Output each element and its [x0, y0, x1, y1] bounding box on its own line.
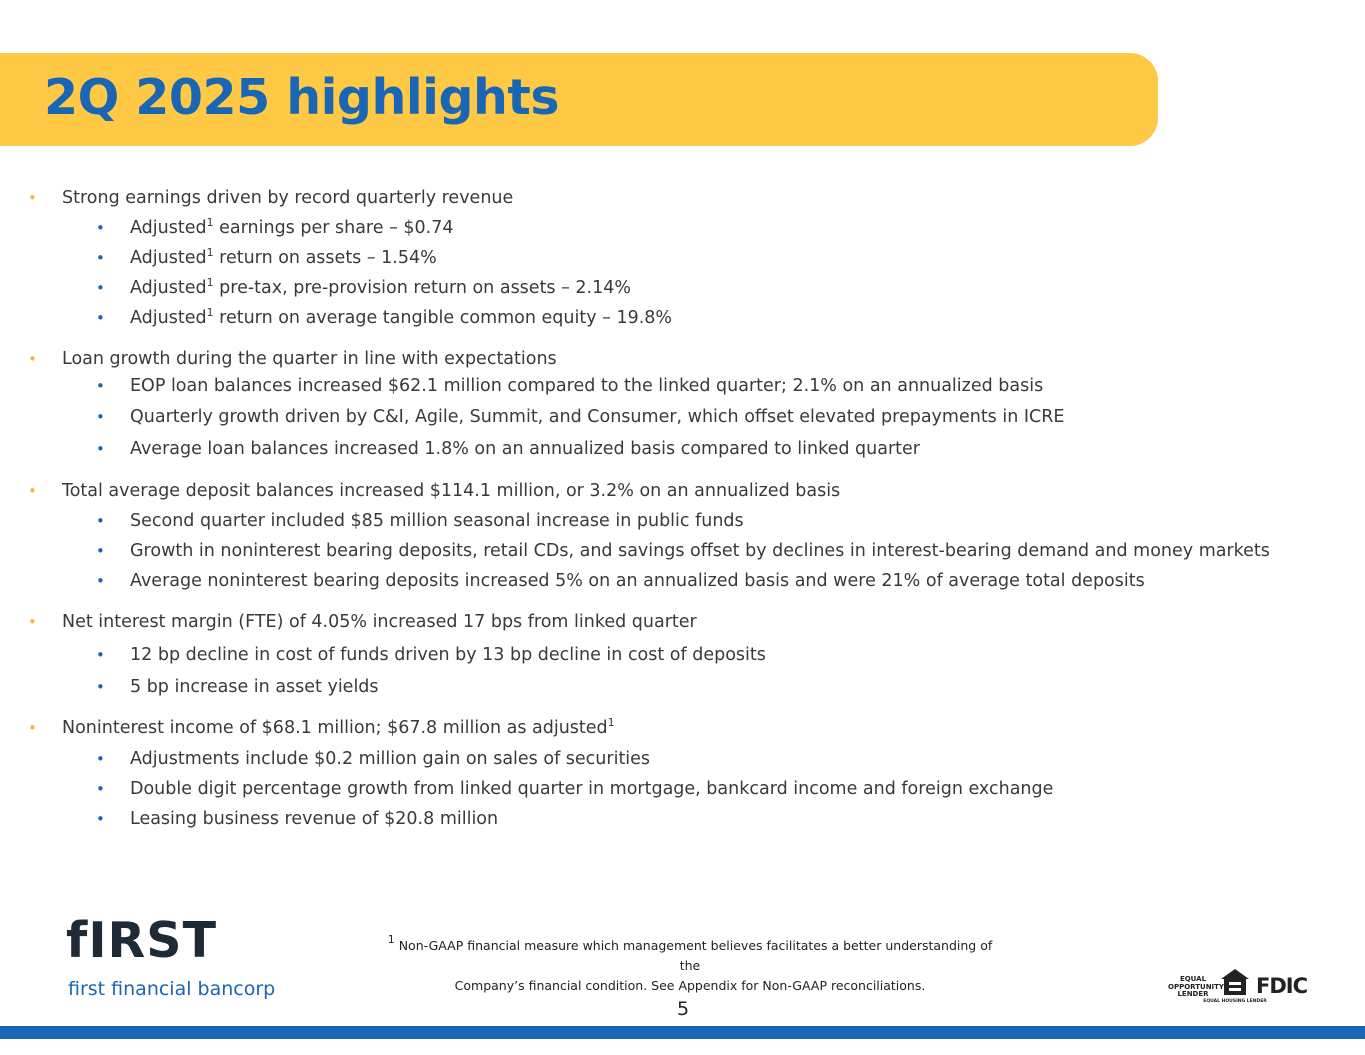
bullet-dot: • [28, 482, 37, 500]
bullet-dot: • [96, 646, 105, 664]
sub-bullet: • Second quarter included $85 million seasonal increase in public funds [96, 511, 744, 531]
bullet-dot: • [96, 750, 105, 768]
bullet-dot: • [28, 350, 37, 368]
sub-bullet: • Growth in noninterest bearing deposits, retail CDs, and savings offset by declines in interest-bearing demand and money markets [96, 541, 1270, 561]
bullet-earnings: • Strong earnings driven by record quarterly revenue [28, 188, 514, 208]
footnote [380, 933, 1000, 996]
sub-bullet: • Quarterly growth driven by C&I, Agile, Summit, and Consumer, which offset elevated prepayments in ICRE [96, 407, 1065, 427]
bullet-dot: • [28, 189, 37, 207]
company-logo [58, 910, 278, 1010]
bullet-dot: • [28, 613, 37, 631]
sub-bullet: • Average loan balances increased 1.8% on an annualized basis compared to linked quarter [96, 439, 920, 459]
bullet-net-interest-margin: • Net interest margin (FTE) of 4.05% increased 17 bps from linked quarter [28, 612, 697, 632]
equal-housing-lender-label: EQUAL HOUSING LENDER [1203, 999, 1267, 1004]
bullet-dot: • [28, 719, 37, 737]
bullet-dot: • [96, 512, 105, 530]
sub-bullet: • Adjustments include $0.2 million gain on sales of securities [96, 749, 651, 769]
bottom-bar [0, 1026, 1365, 1039]
bullet-dot: • [96, 572, 105, 590]
bullet-dot: • [96, 249, 105, 267]
sub-bullet: • EOP loan balances increased $62.1 million compared to the linked quarter; 2.1% on an annualized basis [96, 376, 1044, 396]
bullet-noninterest-income: • Noninterest income of $68.1 million; $67.8 million as adjusted$^1$ [28, 716, 615, 738]
bullet-dot: • [96, 810, 105, 828]
logo-tagline: first financial bancorp [68, 978, 276, 1000]
equal-housing-lender-icon [1203, 968, 1267, 1004]
sub-bullet: • 12 bp decline in cost of funds driven by 13 bp decline in cost of deposits [96, 645, 766, 665]
bullet-dot: • [96, 309, 105, 327]
bullet-dot: • [96, 678, 105, 696]
footnote-line-2: Company’s financial condition. See Appendix for Non-GAAP reconciliations. [454, 978, 926, 993]
logo-wordmark: fIRST [66, 912, 217, 969]
bullet-dot: • [96, 279, 105, 297]
sub-bullet: • Adjusted$^1$ return on average tangible common equity – 19.8% [96, 306, 673, 328]
bullet-dot: • [96, 219, 105, 237]
equal-opportunity-lender-label: EQUAL OPPORTUNITY LENDER [1168, 975, 1225, 998]
page-title: 2Q 2025 highlights [44, 69, 560, 126]
bullet-dot: • [96, 377, 105, 395]
sub-bullet: • Average noninterest bearing deposits increased 5% on an annualized basis and were 21% of average total deposits [96, 571, 1145, 591]
bullet-dot: • [96, 408, 105, 426]
sub-bullet: • Leasing business revenue of $20.8 million [96, 809, 499, 829]
page-number: 5 [676, 998, 690, 1020]
sub-bullet: • 5 bp increase in asset yields [96, 677, 379, 697]
bullet-dot: • [96, 780, 105, 798]
fdic-logo: FDIC [1256, 974, 1308, 998]
footnote-line-1: $^1$ Non-GAAP financial measure which management believes facilitates a better understanding of the [387, 933, 993, 973]
bullet-deposits: • Total average deposit balances increased $114.1 million, or 3.2% on an annualized basis [28, 481, 841, 501]
sub-bullet: • Double digit percentage growth from linked quarter in mortgage, bankcard income and foreign exchange [96, 779, 1054, 799]
sub-bullet: • Adjusted$^1$ return on assets – 1.54% [96, 246, 437, 268]
bullet-dot: • [96, 440, 105, 458]
sub-bullet: • Adjusted$^1$ pre-tax, pre-provision return on assets – 2.14% [96, 276, 632, 298]
bullet-dot: • [96, 542, 105, 560]
sub-bullet: • Adjusted$^1$ earnings per share – $0.74 [96, 216, 454, 238]
bullet-loan-growth: • Loan growth during the quarter in line with expectations [28, 349, 557, 369]
